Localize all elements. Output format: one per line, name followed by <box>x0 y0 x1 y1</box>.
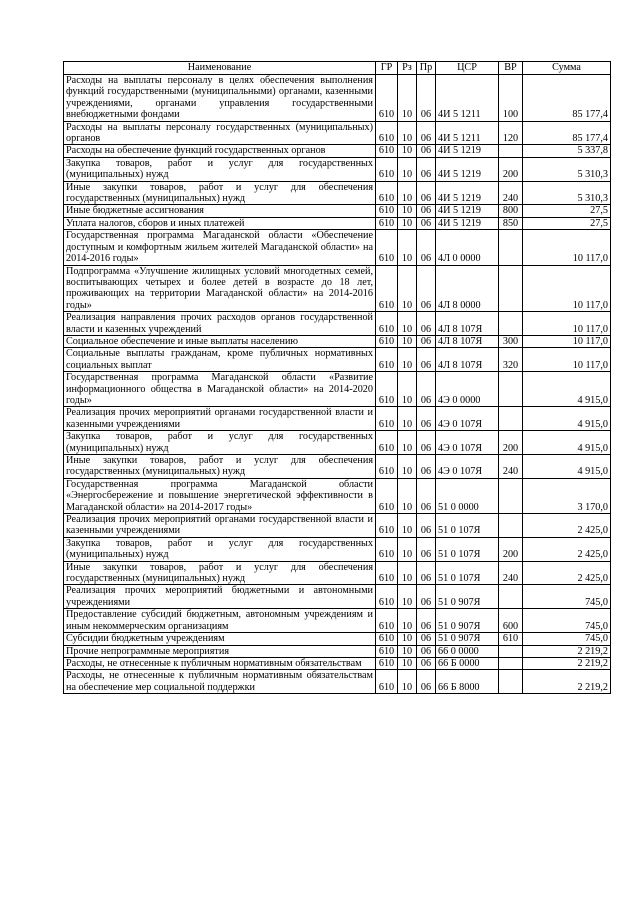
cell-gr: 610 <box>376 181 398 205</box>
cell-gr: 610 <box>376 407 398 431</box>
cell-rz: 10 <box>398 670 417 694</box>
cell-pr: 06 <box>417 372 436 407</box>
cell-gr: 610 <box>376 121 398 145</box>
cell-vr: 240 <box>499 181 523 205</box>
table-row <box>64 230 611 265</box>
cell-gr: 610 <box>376 145 398 157</box>
cell-name: Подпрограмма «Улучшение жилищных условий многодетных семей, воспитывающих четырех и более детей в возрасте до 18 лет, проживающих на территории Магаданской области» на 2014-2016 годы» <box>64 265 376 312</box>
cell-pr: 06 <box>417 561 436 585</box>
table-row <box>64 145 611 157</box>
cell-pr: 06 <box>417 75 436 122</box>
cell-sum: 2 219,2 <box>523 657 611 669</box>
table-row <box>64 537 611 561</box>
cell-rz: 10 <box>398 561 417 585</box>
cell-vr: 320 <box>499 348 523 372</box>
cell-pr: 06 <box>417 478 436 513</box>
cell-sum: 4 915,0 <box>523 372 611 407</box>
cell-vr <box>499 478 523 513</box>
table-row <box>64 633 611 645</box>
table-row <box>64 657 611 669</box>
cell-rz: 10 <box>398 205 417 217</box>
cell-rz: 10 <box>398 312 417 336</box>
cell-pr: 06 <box>417 633 436 645</box>
cell-gr: 610 <box>376 217 398 229</box>
cell-vr: 850 <box>499 217 523 229</box>
cell-name: Расходы на выплаты персоналу государственных (муниципальных) органов <box>64 121 376 145</box>
cell-vr: 200 <box>499 157 523 181</box>
cell-rz: 10 <box>398 537 417 561</box>
cell-sum: 2 425,0 <box>523 561 611 585</box>
table-row <box>64 645 611 657</box>
cell-vr: 240 <box>499 561 523 585</box>
cell-gr: 610 <box>376 670 398 694</box>
cell-gr: 610 <box>376 478 398 513</box>
cell-rz: 10 <box>398 121 417 145</box>
cell-pr: 06 <box>417 514 436 538</box>
cell-pr: 06 <box>417 431 436 455</box>
cell-gr: 610 <box>376 633 398 645</box>
cell-pr: 06 <box>417 181 436 205</box>
cell-pr: 06 <box>417 455 436 479</box>
cell-name: Закупка товаров, работ и услуг для государственных (муниципальных) нужд <box>64 157 376 181</box>
cell-name: Иные закупки товаров, работ и услуг для обеспечения государственных (муниципальных) нужд <box>64 455 376 479</box>
cell-gr: 610 <box>376 348 398 372</box>
table-row <box>64 455 611 479</box>
cell-pr: 06 <box>417 645 436 657</box>
cell-csr: 4И 5 1211 <box>436 121 499 145</box>
cell-rz: 10 <box>398 633 417 645</box>
cell-vr: 800 <box>499 205 523 217</box>
cell-vr: 120 <box>499 121 523 145</box>
cell-name: Социальное обеспечение и иные выплаты населению <box>64 335 376 347</box>
cell-sum: 745,0 <box>523 585 611 609</box>
cell-sum: 10 117,0 <box>523 265 611 312</box>
cell-csr: 4И 5 1219 <box>436 145 499 157</box>
cell-csr: 51 0 907Я <box>436 633 499 645</box>
cell-pr: 06 <box>417 217 436 229</box>
cell-pr: 06 <box>417 335 436 347</box>
cell-name: Государственная программа Магаданской области «Развитие информационного общества в Магаданской области» на 2014-2020 годы» <box>64 372 376 407</box>
cell-sum: 85 177,4 <box>523 75 611 122</box>
cell-name: Уплата налогов, сборов и иных платежей <box>64 217 376 229</box>
cell-pr: 06 <box>417 312 436 336</box>
header-name: Наименование <box>64 62 376 75</box>
cell-name: Иные закупки товаров, работ и услуг для обеспечения государственных (муниципальных) нужд <box>64 181 376 205</box>
cell-csr: 4Л 8 107Я <box>436 312 499 336</box>
cell-sum: 27,5 <box>523 217 611 229</box>
cell-name: Расходы, не отнесенные к публичным нормативным обязательствам на обеспечение мер социальной поддержки <box>64 670 376 694</box>
table-row <box>64 478 611 513</box>
cell-csr: 4Л 0 0000 <box>436 230 499 265</box>
cell-name: Закупка товаров, работ и услуг для государственных (муниципальных) нужд <box>64 537 376 561</box>
cell-csr: 4Э 0 107Я <box>436 407 499 431</box>
cell-pr: 06 <box>417 348 436 372</box>
cell-csr: 51 0 907Я <box>436 585 499 609</box>
cell-sum: 5 310,3 <box>523 157 611 181</box>
cell-vr: 240 <box>499 455 523 479</box>
cell-sum: 10 117,0 <box>523 312 611 336</box>
budget-table <box>63 61 611 694</box>
cell-vr: 200 <box>499 537 523 561</box>
cell-pr: 06 <box>417 157 436 181</box>
cell-pr: 06 <box>417 537 436 561</box>
cell-name: Прочие непрограммные мероприятия <box>64 645 376 657</box>
cell-gr: 610 <box>376 230 398 265</box>
table-row <box>64 561 611 585</box>
cell-vr <box>499 657 523 669</box>
cell-vr <box>499 585 523 609</box>
header-csr: ЦСР <box>436 62 499 75</box>
cell-sum: 4 915,0 <box>523 407 611 431</box>
cell-sum: 4 915,0 <box>523 455 611 479</box>
cell-csr: 4И 5 1219 <box>436 181 499 205</box>
cell-vr: 200 <box>499 431 523 455</box>
cell-vr <box>499 514 523 538</box>
cell-rz: 10 <box>398 75 417 122</box>
cell-csr: 4И 5 1219 <box>436 217 499 229</box>
table-header-row <box>64 62 611 75</box>
table-row <box>64 335 611 347</box>
cell-csr: 51 0 107Я <box>436 561 499 585</box>
cell-sum: 2 425,0 <box>523 514 611 538</box>
cell-sum: 85 177,4 <box>523 121 611 145</box>
cell-gr: 610 <box>376 657 398 669</box>
cell-csr: 66 Б 8000 <box>436 670 499 694</box>
table-row <box>64 670 611 694</box>
cell-sum: 5 310,3 <box>523 181 611 205</box>
table-row <box>64 609 611 633</box>
cell-rz: 10 <box>398 230 417 265</box>
cell-vr: 100 <box>499 75 523 122</box>
table-row <box>64 217 611 229</box>
cell-vr <box>499 407 523 431</box>
table-row <box>64 265 611 312</box>
cell-vr <box>499 372 523 407</box>
cell-sum: 4 915,0 <box>523 431 611 455</box>
table-row <box>64 181 611 205</box>
cell-sum: 745,0 <box>523 609 611 633</box>
table-row <box>64 585 611 609</box>
cell-rz: 10 <box>398 145 417 157</box>
cell-gr: 610 <box>376 75 398 122</box>
cell-name: Социальные выплаты гражданам, кроме публичных нормативных социальных выплат <box>64 348 376 372</box>
table-row <box>64 157 611 181</box>
table-row <box>64 372 611 407</box>
cell-csr: 4И 5 1219 <box>436 205 499 217</box>
cell-name: Государственная программа Магаданской области «Обеспечение доступным и комфортным жильем жителей Магаданской области» на 2014-2016 годы» <box>64 230 376 265</box>
cell-sum: 10 117,0 <box>523 348 611 372</box>
table-row <box>64 312 611 336</box>
cell-gr: 610 <box>376 645 398 657</box>
cell-pr: 06 <box>417 670 436 694</box>
cell-vr <box>499 145 523 157</box>
header-gr: ГР <box>376 62 398 75</box>
cell-rz: 10 <box>398 181 417 205</box>
header-rz: Рз <box>398 62 417 75</box>
table-row <box>64 514 611 538</box>
cell-name: Иные закупки товаров, работ и услуг для обеспечения государственных (муниципальных) нужд <box>64 561 376 585</box>
cell-rz: 10 <box>398 514 417 538</box>
table-row <box>64 407 611 431</box>
cell-gr: 610 <box>376 609 398 633</box>
cell-csr: 4Л 8 107Я <box>436 348 499 372</box>
cell-gr: 610 <box>376 265 398 312</box>
cell-csr: 51 0 907Я <box>436 609 499 633</box>
table-row <box>64 121 611 145</box>
cell-sum: 3 170,0 <box>523 478 611 513</box>
cell-name: Расходы, не отнесенные к публичным нормативным обязательствам <box>64 657 376 669</box>
cell-gr: 610 <box>376 312 398 336</box>
cell-gr: 610 <box>376 431 398 455</box>
cell-csr: 66 Б 0000 <box>436 657 499 669</box>
table-row <box>64 431 611 455</box>
cell-csr: 51 0 107Я <box>436 514 499 538</box>
cell-sum: 2 219,2 <box>523 670 611 694</box>
cell-rz: 10 <box>398 265 417 312</box>
cell-sum: 745,0 <box>523 633 611 645</box>
cell-gr: 610 <box>376 585 398 609</box>
cell-gr: 610 <box>376 372 398 407</box>
cell-pr: 06 <box>417 205 436 217</box>
cell-rz: 10 <box>398 478 417 513</box>
cell-vr <box>499 230 523 265</box>
table-row <box>64 75 611 122</box>
cell-csr: 4Л 8 107Я <box>436 335 499 347</box>
cell-csr: 51 0 107Я <box>436 537 499 561</box>
cell-name: Предоставление субсидий бюджетным, автономным учреждениям и иным некоммерческим организациям <box>64 609 376 633</box>
cell-sum: 27,5 <box>523 205 611 217</box>
cell-name: Расходы на обеспечение функций государственных органов <box>64 145 376 157</box>
cell-gr: 610 <box>376 537 398 561</box>
cell-gr: 610 <box>376 455 398 479</box>
table-row <box>64 348 611 372</box>
header-vr: ВР <box>499 62 523 75</box>
cell-vr: 300 <box>499 335 523 347</box>
cell-csr: 4Л 8 0000 <box>436 265 499 312</box>
cell-pr: 06 <box>417 230 436 265</box>
cell-rz: 10 <box>398 157 417 181</box>
cell-name: Расходы на выплаты персоналу в целях обеспечения выполнения функций государственными (муниципальными) органами, казенными учреждениями, органами управления государственными внебюджетными фондами <box>64 75 376 122</box>
cell-vr <box>499 670 523 694</box>
cell-pr: 06 <box>417 265 436 312</box>
cell-pr: 06 <box>417 121 436 145</box>
cell-vr: 600 <box>499 609 523 633</box>
header-pr: Пр <box>417 62 436 75</box>
header-sum: Сумма <box>523 62 611 75</box>
cell-rz: 10 <box>398 585 417 609</box>
cell-rz: 10 <box>398 335 417 347</box>
cell-rz: 10 <box>398 431 417 455</box>
cell-vr: 610 <box>499 633 523 645</box>
cell-name: Субсидии бюджетным учреждениям <box>64 633 376 645</box>
cell-csr: 66 0 0000 <box>436 645 499 657</box>
cell-sum: 2 425,0 <box>523 537 611 561</box>
cell-csr: 4Э 0 0000 <box>436 372 499 407</box>
cell-rz: 10 <box>398 407 417 431</box>
cell-rz: 10 <box>398 372 417 407</box>
cell-gr: 610 <box>376 514 398 538</box>
cell-name: Государственная программа Магаданской области «Энергосбережение и повышение энергетической эффективности в Магаданской области» на 2014-2017 годы» <box>64 478 376 513</box>
cell-sum: 10 117,0 <box>523 230 611 265</box>
cell-vr <box>499 645 523 657</box>
cell-pr: 06 <box>417 145 436 157</box>
cell-sum: 5 337,8 <box>523 145 611 157</box>
cell-rz: 10 <box>398 645 417 657</box>
cell-csr: 4И 5 1211 <box>436 75 499 122</box>
cell-name: Реализация прочих мероприятий органами государственной власти и казенными учреждениями <box>64 514 376 538</box>
cell-gr: 610 <box>376 335 398 347</box>
cell-pr: 06 <box>417 657 436 669</box>
cell-gr: 610 <box>376 205 398 217</box>
cell-csr: 4И 5 1219 <box>436 157 499 181</box>
cell-pr: 06 <box>417 609 436 633</box>
cell-vr <box>499 265 523 312</box>
cell-csr: 51 0 0000 <box>436 478 499 513</box>
cell-rz: 10 <box>398 217 417 229</box>
cell-gr: 610 <box>376 157 398 181</box>
cell-name: Иные бюджетные ассигнования <box>64 205 376 217</box>
cell-rz: 10 <box>398 455 417 479</box>
cell-name: Закупка товаров, работ и услуг для государственных (муниципальных) нужд <box>64 431 376 455</box>
cell-rz: 10 <box>398 657 417 669</box>
cell-vr <box>499 312 523 336</box>
cell-name: Реализация направления прочих расходов органов государственной власти и казенных учреждений <box>64 312 376 336</box>
cell-rz: 10 <box>398 609 417 633</box>
cell-pr: 06 <box>417 407 436 431</box>
cell-sum: 10 117,0 <box>523 335 611 347</box>
cell-sum: 2 219,2 <box>523 645 611 657</box>
table-row <box>64 205 611 217</box>
cell-csr: 4Э 0 107Я <box>436 455 499 479</box>
cell-rz: 10 <box>398 348 417 372</box>
cell-name: Реализация прочих мероприятий органами государственной власти и казенными учреждениями <box>64 407 376 431</box>
cell-name: Реализация прочих мероприятий бюджетными и автономными учреждениями <box>64 585 376 609</box>
cell-pr: 06 <box>417 585 436 609</box>
cell-csr: 4Э 0 107Я <box>436 431 499 455</box>
cell-gr: 610 <box>376 561 398 585</box>
